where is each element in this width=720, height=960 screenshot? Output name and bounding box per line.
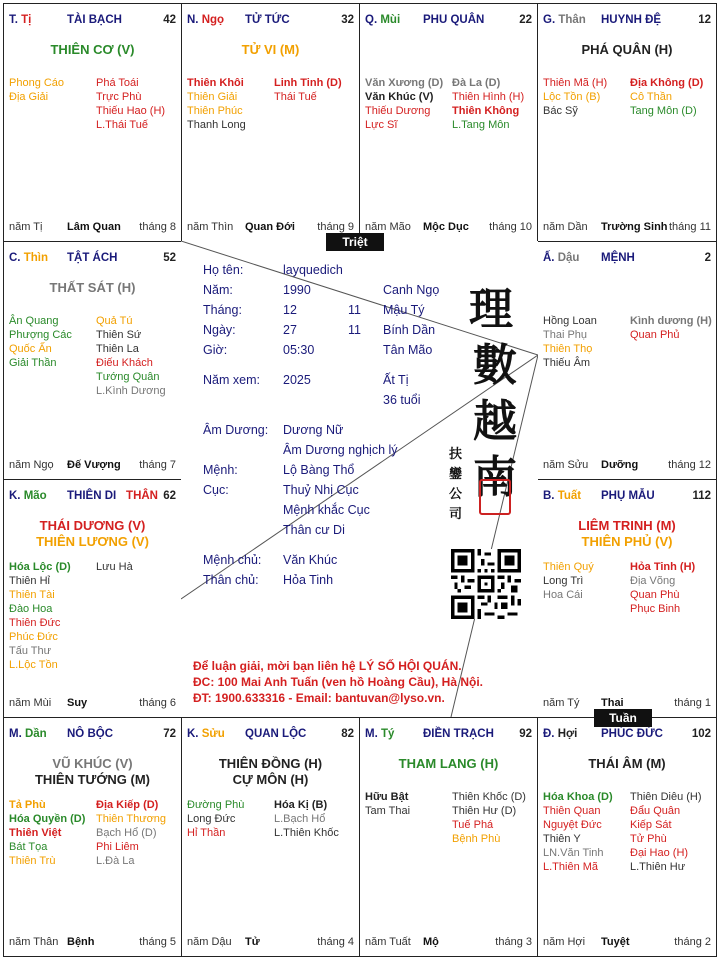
contact-line-3: ĐT: 1900.633316 - Email: bantuvan@lyso.vn.	[193, 691, 445, 705]
minor-star: Hóa Kị (B)	[274, 799, 328, 811]
palace-name: TẬT ÁCH	[67, 252, 118, 264]
logo-char-3: 越	[473, 396, 517, 447]
minor-star: LN.Văn Tinh	[543, 847, 604, 859]
palace-name: PHÚC ĐỨC	[601, 728, 663, 740]
minor-star: Hoa Cái	[543, 589, 583, 601]
minor-star: Thiên Mã (H)	[543, 77, 608, 89]
hour-label: Giờ:	[203, 343, 228, 357]
minor-star: Đà La (D)	[452, 77, 501, 89]
palace-thin	[3, 241, 182, 480]
palace-year: năm Dần	[543, 221, 588, 233]
minor-star: Linh Tinh (D)	[274, 77, 342, 89]
minor-stars-right	[274, 76, 342, 104]
minor-stars-left	[9, 798, 85, 868]
palace-branch: M. Tý	[365, 728, 395, 740]
life-phase: Lâm Quan	[67, 221, 121, 233]
contact-line-2: ĐC: 100 Mai Anh Tuấn (ven hồ Hoàng Cầu), Hà Nội.	[193, 675, 484, 689]
amduong-label: Âm Dương:	[203, 423, 269, 437]
palace-header	[9, 490, 176, 504]
palace-name: TÀI BẠCH	[67, 14, 122, 26]
palace-footer	[9, 936, 176, 950]
palace-name: QUAN LỘC	[245, 728, 307, 740]
menh-chu-label: Mệnh chủ:	[203, 553, 262, 567]
minor-star: Thiếu Dương	[365, 105, 431, 117]
palace-dau	[537, 241, 717, 480]
palace-footer	[9, 697, 176, 711]
palace-branch: Đ. Hợi	[543, 728, 578, 740]
main-star: THIÊN CƠ (V)	[50, 42, 135, 57]
month-solar: 12	[283, 303, 297, 317]
than-chu-label: Thân chủ:	[203, 573, 259, 587]
palace-number: 42	[163, 14, 176, 26]
palace-month: tháng 7	[139, 459, 176, 471]
minor-star: Bác Sỹ	[543, 105, 578, 117]
minor-star: Kiếp Sát	[630, 819, 672, 831]
minor-star: Giải Thần	[9, 357, 57, 369]
name-value: layquedich	[283, 263, 343, 277]
name-label: Họ tên:	[203, 263, 244, 277]
minor-star: Thiên Giải	[187, 91, 238, 103]
minor-star: Phong Cáo	[9, 77, 65, 89]
life-phase: Tuyệt	[601, 936, 630, 948]
minor-star: Bạch Hổ (D)	[96, 827, 157, 839]
palace-month: tháng 11	[668, 221, 711, 233]
menh-value: Lộ Bàng Thổ	[283, 463, 355, 477]
minor-star: Thiên Sứ	[96, 329, 142, 341]
logo-small-3: 公	[449, 487, 463, 502]
minor-star: L.Lộc Tồn	[9, 659, 58, 671]
palace-header	[543, 728, 711, 742]
palace-footer	[9, 459, 176, 473]
minor-star: L.Đà La	[96, 855, 135, 867]
menh-chu-value: Văn Khúc	[283, 553, 338, 567]
minor-star: Thiên Thọ	[543, 343, 593, 355]
minor-star: Bệnh Phù	[452, 833, 501, 845]
palace-month: tháng 6	[139, 697, 176, 709]
main-star: CỰ MÔN (H)	[232, 772, 309, 787]
main-star: THIÊN TƯỚNG (M)	[34, 772, 151, 787]
palace-number: 72	[163, 728, 176, 740]
month-lunar-num: 11	[348, 303, 361, 317]
palace-year: năm Hợi	[543, 936, 586, 948]
minor-star: Hóa Quyền (D)	[9, 813, 86, 825]
main-stars	[182, 756, 359, 788]
main-stars	[4, 280, 181, 296]
life-phase: Mộ	[423, 936, 439, 948]
tuan-marker: Tuần	[594, 709, 652, 727]
minor-stars-right	[630, 314, 712, 342]
minor-star: Long Trì	[543, 575, 584, 587]
palace-branch: B. Tuất	[543, 490, 582, 502]
view-year-label: Năm xem:	[203, 373, 260, 387]
minor-star: Thiên Thương	[96, 813, 167, 825]
minor-star: Địa Giải	[9, 91, 49, 103]
palace-number: 62	[163, 490, 176, 502]
palace-header	[9, 728, 176, 742]
palace-name: PHU QUÂN	[423, 14, 485, 26]
minor-star: Địa Võng	[630, 575, 676, 587]
main-star: LIÊM TRINH (M)	[578, 518, 676, 533]
main-star: TỬ VI (M)	[241, 42, 300, 57]
month-label: Tháng:	[203, 303, 242, 317]
palace-branch: C. Thìn	[9, 252, 48, 264]
minor-star: Hữu Bật	[365, 791, 409, 803]
palace-branch: K. Mão	[9, 490, 47, 502]
seal-stamp	[479, 479, 511, 515]
minor-star: Hóa Khoa (D)	[543, 791, 613, 803]
than-position: Thân cư Di	[283, 523, 345, 537]
palace-branch: Q. Mùi	[365, 14, 401, 26]
life-phase: Thai	[601, 697, 624, 709]
minor-star: Văn Xương (D)	[365, 77, 444, 89]
palace-number: 32	[341, 14, 354, 26]
minor-star: L.Kình Dương	[96, 385, 166, 397]
minor-stars-right	[452, 76, 524, 132]
minor-star: L.Thiên Mã	[543, 861, 599, 873]
main-stars	[4, 756, 181, 788]
minor-star: Tướng Quân	[96, 371, 160, 383]
palace-header	[543, 14, 711, 28]
palace-footer	[543, 459, 711, 473]
palace-branch: M. Dần	[9, 728, 47, 740]
minor-star: Thiên Y	[543, 833, 581, 845]
palace-branch: N. Ngọ	[187, 14, 225, 26]
minor-star: Thiên Đức	[9, 617, 61, 629]
minor-stars-left	[9, 560, 71, 672]
minor-star: Hỏa Tinh (H)	[630, 561, 696, 573]
palace-year: năm Thân	[9, 936, 59, 948]
minor-stars-left	[543, 790, 613, 874]
minor-star: Quốc Ấn	[9, 343, 52, 355]
minor-stars-left	[543, 560, 594, 602]
palace-number: 12	[698, 14, 711, 26]
life-phase: Suy	[67, 697, 88, 709]
life-phase: Đế Vượng	[67, 459, 121, 471]
minor-star: L.Thái Tuế	[96, 119, 148, 131]
cuc-value: Thuỷ Nhị Cục	[283, 483, 359, 497]
palace-footer	[543, 936, 711, 950]
minor-star: Bát Tọa	[9, 841, 48, 853]
minor-star: Phục Binh	[630, 603, 681, 615]
palace-name: ĐIỀN TRẠCH	[423, 728, 494, 740]
life-phase: Dưỡng	[601, 459, 639, 471]
logo-char-4: 南	[473, 452, 517, 503]
minor-star: Thiên Tài	[9, 589, 55, 601]
life-phase: Tử	[245, 936, 260, 948]
year-lunar: Canh Ngọ	[383, 283, 440, 297]
minor-star: Thiên Diêu (H)	[630, 791, 702, 803]
minor-star: Lưu Hà	[96, 561, 133, 573]
minor-star: Thiên Quý	[543, 561, 594, 573]
palace-month: tháng 12	[668, 459, 711, 471]
amduong-value: Dương Nữ	[283, 423, 344, 437]
minor-star: L.Tang Môn	[452, 119, 510, 131]
palace-number: 92	[519, 728, 532, 740]
minor-star: Cô Thần	[630, 91, 672, 103]
minor-star: Thiên Việt	[9, 827, 62, 839]
minor-star: Nguyệt Đức	[543, 819, 602, 831]
main-star: VŨ KHÚC (V)	[52, 756, 133, 771]
palace-name: PHỤ MẪU	[601, 490, 655, 502]
palace-month: tháng 4	[317, 936, 354, 948]
life-phase: Bệnh	[67, 936, 95, 948]
minor-stars-left	[187, 798, 244, 840]
minor-star: Thiếu Âm	[543, 357, 591, 369]
main-star: THÁI DƯƠNG (V)	[39, 518, 146, 533]
palace-mao	[3, 479, 182, 718]
palace-name: TỬ TỨC	[245, 14, 290, 26]
logo-small-4: 司	[449, 507, 463, 522]
minor-star: Hóa Lộc (D)	[9, 561, 71, 573]
palace-header	[187, 728, 354, 742]
palace-header	[365, 14, 532, 28]
minor-star: Phúc Đức	[9, 631, 58, 643]
palace-ty	[359, 717, 538, 957]
year-label: Năm:	[203, 283, 233, 297]
day-lunar: Bính Dần	[383, 323, 436, 337]
palace-year: năm Mùi	[9, 697, 52, 709]
life-phase: Mộc Dục	[423, 221, 469, 233]
minor-star: Thái Tuế	[274, 91, 317, 103]
minor-stars-left	[543, 76, 607, 118]
view-year-lunar: Ất Tị	[383, 373, 409, 387]
logo-char-2: 數	[473, 340, 517, 391]
minor-star: Ân Quang	[9, 315, 59, 327]
main-star: THAM LANG (H)	[398, 756, 499, 771]
cuc-relation: Mệnh khắc Cục	[283, 503, 370, 517]
palace-month: tháng 8	[139, 221, 176, 233]
minor-star: Trực Phù	[96, 91, 142, 103]
palace-number: 2	[704, 252, 711, 264]
palace-year: năm Thìn	[187, 221, 234, 233]
minor-star: Địa Không (D)	[630, 77, 704, 89]
main-stars	[4, 518, 181, 550]
minor-star: Thiên Quan	[543, 805, 601, 817]
main-star: PHÁ QUÂN (H)	[581, 42, 673, 57]
palace-year: năm Dậu	[187, 936, 232, 948]
minor-star: Đào Hoa	[9, 603, 53, 615]
minor-stars-left	[187, 76, 246, 132]
minor-stars-right	[96, 560, 133, 574]
minor-stars-right	[96, 76, 165, 132]
minor-star: Điếu Khách	[96, 357, 153, 369]
minor-stars-left	[543, 314, 597, 370]
palace-year: năm Tý	[543, 697, 580, 709]
main-star: THIÊN PHỦ (V)	[581, 534, 673, 549]
day-label: Ngày:	[203, 323, 236, 337]
minor-star: Quan Phù	[630, 589, 680, 601]
minor-star: Thai Phụ	[543, 329, 588, 341]
palace-branch: K. Sửu	[187, 728, 225, 740]
palace-suu	[181, 717, 360, 957]
day-solar: 27	[283, 323, 297, 337]
palace-dan	[3, 717, 182, 957]
logo-small-2: 鑾	[449, 467, 463, 482]
palace-footer	[187, 936, 354, 950]
triet-marker: Triệt	[326, 233, 384, 251]
main-stars	[360, 756, 537, 772]
minor-stars-right	[630, 76, 703, 118]
amduong-note: Âm Dương nghịch lý	[283, 443, 398, 457]
minor-star: Thiên Hình (H)	[452, 91, 525, 103]
minor-star: Phá Toái	[96, 77, 139, 89]
than-marker: THÂN	[126, 490, 158, 502]
palace-tuat	[537, 479, 717, 718]
minor-star: Hỉ Thần	[187, 827, 226, 839]
minor-star: Tam Thai	[365, 805, 411, 817]
palace-branch: G. Thân	[543, 14, 586, 26]
minor-star: L.Bạch Hổ	[274, 813, 326, 825]
palace-year: năm Tị	[9, 221, 43, 233]
palace-year: năm Ngọ	[9, 459, 54, 471]
logo-char-1: 理	[469, 284, 513, 335]
minor-star: Thiên La	[96, 343, 139, 355]
palace-year: năm Tuất	[365, 936, 411, 948]
main-star: THIÊN LƯƠNG (V)	[36, 534, 149, 549]
minor-star: Long Đức	[187, 813, 236, 825]
palace-footer	[9, 221, 176, 235]
minor-star: Thiên Hư (D)	[452, 805, 517, 817]
palace-name: MỆNH	[601, 252, 635, 264]
year-solar: 1990	[283, 283, 311, 297]
minor-star: Tử Phù	[630, 833, 667, 845]
view-year-value: 2025	[283, 373, 311, 387]
minor-star: Lộc Tồn (B)	[543, 91, 601, 103]
palace-footer	[543, 221, 711, 235]
minor-star: Đẩu Quân	[630, 805, 681, 817]
minor-star: Hồng Loan	[543, 315, 597, 327]
palace-month: tháng 9	[317, 221, 354, 233]
palace-month: tháng 1	[674, 697, 711, 709]
menh-label: Mệnh:	[203, 463, 238, 477]
palace-header	[9, 14, 176, 28]
palace-month: tháng 2	[674, 936, 711, 948]
palace-footer	[365, 936, 532, 950]
main-stars	[4, 42, 181, 58]
palace-footer	[365, 221, 532, 235]
palace-ngo	[181, 3, 360, 242]
hour-value: 05:30	[283, 343, 315, 357]
hour-lunar: Tân Mão	[383, 343, 433, 357]
minor-star: Quan Phủ	[630, 329, 680, 341]
palace-name: NÔ BỘC	[67, 728, 113, 740]
minor-stars-right	[96, 798, 166, 868]
minor-star: Tả Phù	[9, 799, 46, 811]
palace-hoi	[537, 717, 717, 957]
minor-star: Đường Phù	[187, 799, 245, 811]
minor-star: Tang Môn (D)	[630, 105, 697, 117]
minor-star: Phi Liêm	[96, 841, 139, 853]
palace-header	[187, 14, 354, 28]
minor-star: Thiếu Hao (H)	[96, 105, 166, 117]
minor-stars-right	[96, 314, 166, 398]
minor-stars-right	[452, 790, 526, 846]
minor-star: Lực Sĩ	[365, 119, 398, 131]
palace-month: tháng 5	[139, 936, 176, 948]
center-panel	[181, 241, 538, 717]
minor-stars-right	[274, 798, 339, 840]
logo-small-1: 扶	[449, 447, 463, 462]
main-star: THÁI ÂM (M)	[588, 756, 666, 771]
minor-star: Tuế Phá	[452, 819, 494, 831]
palace-month: tháng 10	[489, 221, 532, 233]
qr-code-icon	[451, 549, 521, 619]
palace-header	[543, 252, 711, 266]
minor-star: Địa Kiếp (D)	[96, 799, 159, 811]
minor-star: L.Thiên Hư	[630, 861, 686, 873]
palace-header	[9, 252, 176, 266]
minor-star: Văn Khúc (V)	[365, 91, 434, 103]
palace-name: THIÊN DI	[67, 490, 117, 502]
palace-number: 52	[163, 252, 176, 264]
palace-header	[543, 490, 711, 504]
palace-branch: Ấ. Dậu	[543, 252, 580, 264]
minor-star: Tấu Thư	[9, 645, 52, 657]
minor-star: Thiên Hỉ	[9, 575, 50, 587]
age-value: 36 tuổi	[383, 393, 421, 407]
cuc-label: Cục:	[203, 483, 229, 497]
minor-star: Thiên Phúc	[187, 105, 243, 117]
palace-branch: T. Tị	[9, 14, 32, 26]
palace-number: 82	[341, 728, 354, 740]
minor-star: Phượng Các	[9, 329, 72, 341]
minor-star: Thiên Khôi	[187, 77, 244, 89]
palace-month: tháng 3	[495, 936, 532, 948]
minor-star: Thiên Trù	[9, 855, 56, 867]
palace-name: HUYNH ĐỆ	[601, 14, 662, 26]
life-phase: Quan Đới	[245, 221, 295, 233]
minor-star: Quả Tú	[96, 315, 133, 327]
minor-stars-left	[365, 790, 410, 818]
minor-star: Thanh Long	[187, 119, 246, 131]
main-stars	[538, 756, 716, 772]
day-lunar-num: 11	[348, 323, 361, 337]
minor-stars-left	[9, 76, 64, 104]
main-stars	[538, 518, 716, 550]
main-star: THẤT SÁT (H)	[49, 280, 136, 295]
main-stars	[538, 42, 716, 58]
minor-star: Thiên Không	[452, 105, 520, 117]
minor-stars-right	[630, 790, 702, 874]
minor-star: L.Thiên Khốc	[274, 827, 339, 839]
palace-number: 22	[519, 14, 532, 26]
palace-mui	[359, 3, 538, 242]
minor-stars-right	[630, 560, 695, 616]
life-phase: Trường Sinh	[601, 221, 668, 233]
palace-number: 102	[691, 728, 711, 740]
logo-small-chars	[449, 445, 463, 525]
palace-number: 112	[692, 490, 711, 502]
contact-line-1: Để luận giải, mời bạn liên hệ LÝ SỐ HỘI QUÁN.	[193, 659, 462, 673]
than-chu-value: Hỏa Tinh	[283, 573, 334, 587]
minor-stars-left	[9, 314, 72, 370]
palace-than	[537, 3, 717, 242]
minor-star: Kình dương (H)	[630, 315, 712, 327]
minor-star: Đại Hao (H)	[630, 847, 689, 859]
minor-star: Thiên Khốc (D)	[452, 791, 526, 803]
palace-year: năm Sửu	[543, 459, 589, 471]
palace-year: năm Mão	[365, 221, 411, 233]
main-stars	[182, 42, 359, 58]
palace-header	[365, 728, 532, 742]
palace-ti	[3, 3, 182, 242]
main-star: THIÊN ĐỒNG (H)	[218, 756, 323, 771]
month-lunar: Mậu Tý	[383, 303, 425, 317]
minor-stars-left	[365, 76, 443, 132]
